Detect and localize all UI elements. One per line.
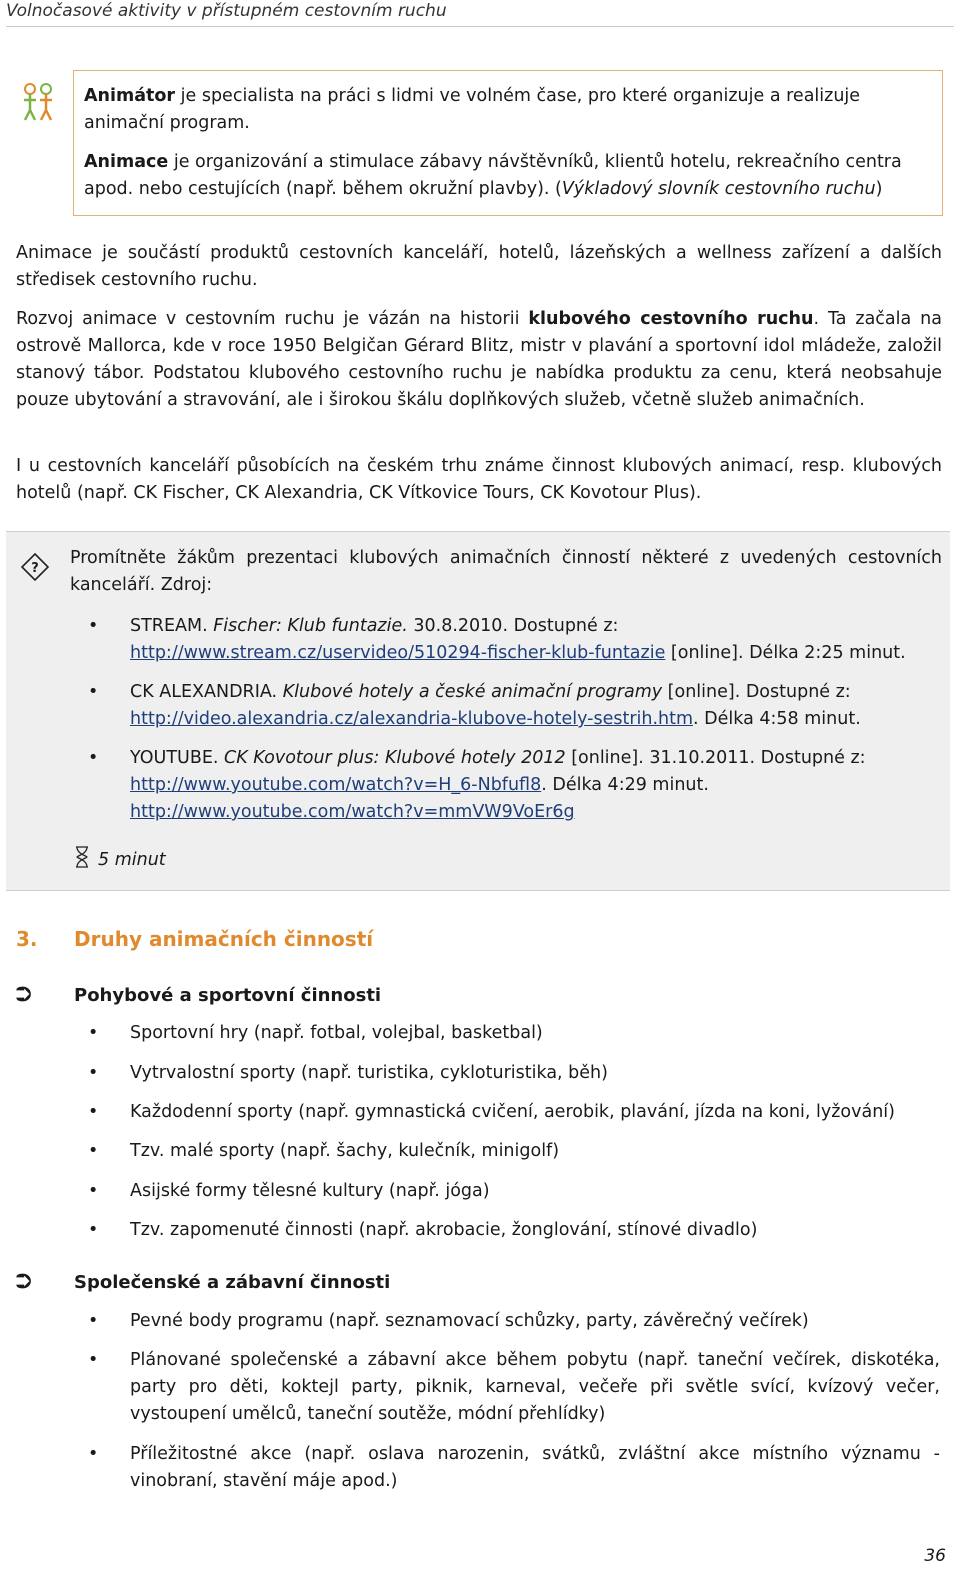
- bullet: •: [88, 1220, 99, 1240]
- paragraph-history: Rozvoj animace v cestovním ruchu je vázán na historii klubového cestovního ruchu. Ta začala na ostrově Mallorca, kde v roce 1950 Belgičan Gérard Blitz, mistr v plavání a sportovní idol mládeže, založil stanový tábor. Podstatou klubového cestovního ruchu je nabídka produktu za cenu, která neobsahuje pouze ubytování a stravování, ale i širokou škálu doplňkových služeb, včetně služeb animačních.: [16, 309, 942, 410]
- section-number: 3.: [16, 927, 38, 951]
- group-heading-sport: [16, 982, 381, 1006]
- group-title: Pohybové a sportovní činnosti: [74, 985, 382, 1006]
- list-item-text: Každodenní sporty (např. gymnastická cvičení, aerobik, plavání, jízda na koni, lyžování): [130, 1102, 896, 1122]
- group-title: Společenské a zábavní činnosti: [74, 1272, 391, 1293]
- list-item-text: Asijské formy tělesné kultury (např. jóga): [130, 1181, 490, 1201]
- source-link-youtube-1[interactable]: http://www.youtube.com/watch?v=H_6-Nbfufl8: [130, 775, 542, 795]
- bullet: •: [88, 1102, 99, 1122]
- list-item-text: Plánované společenské a zábavní akce během pobytu (např. taneční večírek, diskotéka, party pro děti, koktejl party, piknik, karneval, večeře při světle svící, kvízový večer, vystoupení umělců, taneční soutěže, módní přehlídky): [130, 1350, 940, 1424]
- bullet: •: [88, 1063, 99, 1083]
- svg-text:?: ?: [31, 561, 39, 576]
- section-title: Druhy animačních činností: [74, 927, 374, 951]
- source-text: CK ALEXANDRIA. Klubové hotely a české animační programy [online]. Dostupné z: http://video.alexandria.cz/alexandria-klubove-hotely-sestrih.htm. Délka 4:58 minut.: [130, 682, 861, 729]
- bullet: •: [88, 1350, 99, 1370]
- list-item-text: Tzv. zapomenuté činnosti (např. akrobacie, žonglování, stínové divadlo): [130, 1220, 758, 1240]
- bullet: •: [88, 1311, 99, 1331]
- task-box: [6, 531, 950, 891]
- list-item-text: Tzv. malé sporty (např. šachy, kulečník, minigolf): [130, 1141, 560, 1161]
- definition-animator: Animátor je specialista na práci s lidmi ve volném čase, pro které organizuje a realizuje animační program.: [84, 86, 861, 133]
- source-text: STREAM. Fischer: Klub funtazie. 30.8.2010. Dostupné z: http://www.stream.cz/uservideo/510294-fischer-klub-funtazie [online]. Délka 2:25 minut.: [130, 616, 906, 663]
- page-number: 36: [924, 1546, 946, 1566]
- definition-box: [73, 70, 943, 216]
- source-link-youtube-2[interactable]: http://www.youtube.com/watch?v=mmVW9VoEr6g: [130, 802, 575, 822]
- bullet: •: [88, 1023, 99, 1043]
- task-text: Promítněte žákům prezentaci klubových animačních činností některé z uvedených cestovních kanceláří. Zdroj:: [70, 548, 942, 595]
- running-header: Volnočasové aktivity v přístupném cestovním ruchu: [6, 0, 954, 27]
- source-link-alexandria[interactable]: http://video.alexandria.cz/alexandria-klubove-hotely-sestrih.htm: [130, 709, 694, 729]
- bullet: •: [88, 1141, 99, 1161]
- bullet: •: [88, 1181, 99, 1201]
- list-item-text: Vytrvalostní sporty (např. turistika, cykloturistika, běh): [130, 1063, 608, 1083]
- hourglass-icon: [74, 846, 90, 868]
- bullet: •: [88, 616, 99, 636]
- bullet: •: [88, 682, 99, 702]
- section-heading: [16, 927, 373, 951]
- source-link-stream[interactable]: http://www.stream.cz/uservideo/510294-fischer-klub-funtazie: [130, 643, 666, 663]
- people-icon: [16, 80, 60, 124]
- group-heading-social: [16, 1269, 390, 1293]
- bullet: •: [88, 1444, 99, 1464]
- definition-animace: Animace je organizování a stimulace zábavy návštěvníků, klientů hotelu, rekreačního centra apod. nebo cestujících (např. během okružní plavby). (Výkladový slovník cestovního ruchu): [84, 152, 902, 199]
- paragraph-intro: Animace je součástí produktů cestovních kanceláří, hotelů, lázeňských a wellness zařízení a dalších středisek cestovního ruchu.: [16, 243, 942, 290]
- arrow-icon: ⮊: [16, 1269, 32, 1293]
- time-estimate: 5 minut: [74, 846, 166, 870]
- list-item-text: Pevné body programu (např. seznamovací schůzky, party, závěrečný večírek): [130, 1311, 809, 1331]
- list-item-text: Sportovní hry (např. fotbal, volejbal, basketbal): [130, 1023, 543, 1043]
- paragraph-czech-market: I u cestovních kanceláří působících na českém trhu známe činnost klubových animací, resp. klubových hotelů (např. CK Fischer, CK Alexandria, CK Vítkovice Tours, CK Kovotour Plus).: [16, 456, 942, 503]
- arrow-icon: ⮊: [16, 982, 32, 1006]
- question-diamond-icon: [20, 552, 50, 582]
- bullet: •: [88, 748, 99, 768]
- source-text: YOUTUBE. CK Kovotour plus: Klubové hotely 2012 [online]. 31.10.2011. Dostupné z: http://www.youtube.com/watch?v=H_6-Nbfufl8. Délka 4:29 minut. http://www.youtube.com/watch?v=mmVW9VoEr6g: [130, 748, 866, 822]
- list-item-text: Příležitostné akce (např. oslava narozenin, svátků, zvláštní akce místního významu - vinobraní, stavění máje apod.): [130, 1444, 940, 1491]
